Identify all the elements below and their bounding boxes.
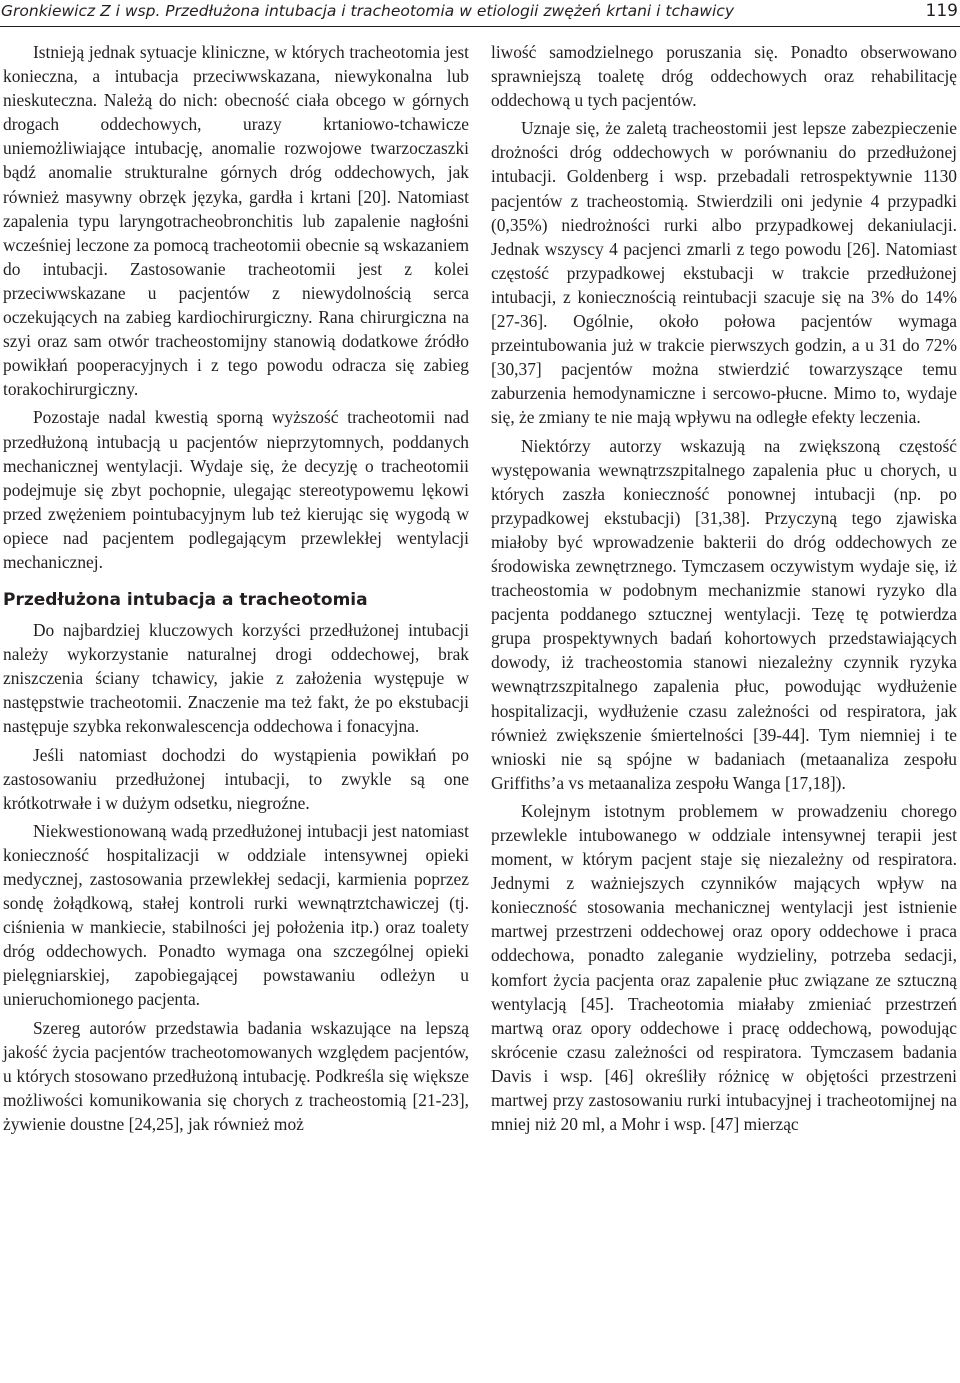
- paragraph: Istnieją jednak sytuacje kliniczne, w których tracheotomia jest konieczna, a intubacja przeciwwskazana, niewykonalna lub nieskuteczna. Należą do nich: obecność ciała obcego w górnych drogach oddechowych, urazy krtaniowo-tchawicze uniemożliwiające intubację, anomalie rozwojowe twarzoczaszki bądź anomalie strukturalne górnych dróg oddechowych, jak również masywny obrzęk języka, gardła i krtani [20]. Natomiast zapalenia typu laryngotracheobronchitis lub zapalenie nagłośni wcześniej leczone za pomocą tracheotomii obecnie są wskazaniem do intubacji. Zastosowanie tracheotomii jest z kolei przeciwwskazane u pacjentów z niewydolnością serca oczekujących na zabieg kardiochirurgiczny. Rana chirurgiczna na szyi oraz sam otwór tracheostomijny stanowią dodatkowe źródło powikłań pooperacyjnych i z tego powodu odracza się zabieg torakochirurgiczny.: [3, 42, 469, 400]
- running-header: [0, 0, 960, 28]
- section-heading: Przedłużona intubacja a tracheotomia: [3, 590, 368, 611]
- paragraph: Do najbardziej kluczowych korzyści przedłużonej intubacji należy wykorzystanie naturalnej drogi oddechowej, brak zniszczenia ściany tchawicy, jakie z założenia występuje w następstwie tracheotomii. Znaczenie ma też fakt, że po ekstubacji następuje szybka rekonwalescencja oddechowa i fonacyjna.: [3, 620, 469, 737]
- paragraph: Niektórzy autorzy wskazują na zwiększoną częstość występowania wewnątrzszpitalnego zapalenia płuc u chorych, u których zaszła konieczność ponownej intubacji (np. po przypadkowej ekstubacji) [31,38]. Przyczyną tego zjawiska miałoby być wprowadzenie bakterii do dróg oddechowych ze środowiska zewnętrznego. Tymczasem oczywistym wydaje się, iż tracheostomia w podobnym mechanizmie stanowi ryzyko dla pacjenta poddanego sztucznej wentylacji. Tezę tę potwierdza grupa prospektywnych badań kohortowych przedstawiających dowody, iż tracheostomia stanowi niezależny czynnik ryzyka wewnątrzszpitalnego zapalenia płuc, powodując wydłużenie hospitalizacji, wydłużenie czasu zależności od respiratora, jak również zwiększenie śmiertelności [39-44]. Tym niemniej i te wnioski nie są spójne w badaniach (metaanaliza zespołu Griffiths’a vs metaanaliza zespołu Wanga [17,18]).: [491, 435, 957, 793]
- page-number: 119: [925, 1, 958, 21]
- paragraph: Szereg autorów przedstawia badania wskazujące na lepszą jakość życia pacjentów tracheotomowanych względem pacjentów, u których stosowano przedłużoną intubację. Podkreśla się większe możliwości komunikowania się chorych z tracheostomią [21-23], żywienie doustne [24,25], jak również moż: [3, 1017, 469, 1134]
- header-rule: [0, 26, 960, 27]
- running-title: Gronkiewicz Z i wsp. Przedłużona intubacja i tracheotomia w etiologii zwężeń krtani i tchawicy: [1, 2, 734, 20]
- paragraph: Uznaje się, że zaletą tracheostomii jest lepsze zabezpieczenie drożności dróg oddechowych w porównaniu do przedłużonej intubacji. Goldenberg i wsp. przebadali retrospektywnie 1130 pacjentów z tracheostomią. Stwierdzili oni jedynie 4 przypadki (0,35%) niedrożności rurki albo przypadkowej dekaniulacji. Jednak wszyscy 4 pacjenci zmarli z tego powodu [26]. Natomiast częstość przypadkowej ekstubacji w trakcie przedłużonej intubacji, z koniecznością reintubacji szacuje się na 3% do 14% [27-36]. Ogólnie, około połowa pacjentów wymaga przeintubowania już w trakcie pierwszych godzin, a u 31 do 72% [30,37] pacjentów można stwierdzić towarzyszące temu zaburzenia hemodynamiczne i sercowo-płucne. Mimo to, wydaje się, że zmiany te nie mają wpływu na odległe efekty leczenia.: [491, 118, 957, 428]
- paragraph: Pozostaje nadal kwestią sporną wyższość tracheotomii nad przedłużoną intubacją u pacjentów nieprzytomnych, poddanych mechanicznej wentylacji. Wydaje się, że decyzję o tracheotomii podejmuje się zbyt pochopnie, ulegając stereotypowemu lękowi przed zwężeniem pointubacyjnym lub też kierując się wygodą w opiece nad pacjentem podlegającym przewlekłej wentylacji mechanicznej.: [3, 407, 469, 572]
- right-column: [491, 40, 957, 1136]
- paragraph: Jeśli natomiast dochodzi do wystąpienia powikłań po zastosowaniu przedłużonej intubacji, to zwykle są one krótkotrwałe i w dużym odsetku, niegroźne.: [3, 744, 469, 813]
- left-column: [3, 40, 469, 1136]
- paragraph: Kolejnym istotnym problemem w prowadzeniu chorego przewlekle intubowanego w oddziale intensywnej terapii jest moment, w którym pacjent staje się niezależny od respiratora. Jednymi z ważniejszych czynników mających wpływ na konieczność stosowania mechanicznej wentylacji jest istnienie martwej przestrzeni oddechowej oraz opory oddechowe i praca oddechowa, ponadto zaleganie wydzieliny, potrzeba sedacji, komfort życia pacjenta oraz zapalenie płuc związane ze sztuczną wentylacją [45]. Tracheotomia miałaby zmieniać przestrzeń martwą oraz opory oddechowe i pracę oddechową, powodując skrócenie czasu zależności od respiratora. Tymczasem badania Davis i wsp. [46] określiły różnicę w objętości przestrzeni martwej przy zastosowaniu rurki intubacyjnej i tracheotomijnej na mniej niż 20 ml, a Mohr i wsp. [47] mierząc: [491, 800, 957, 1135]
- paragraph: Niekwestionowaną wadą przedłużonej intubacji jest natomiast konieczność hospitalizacji w oddziale intensywnej opieki medycznej, zastosowania przewlekłej sedacji, karmienia poprzez sondę żołądkową, stałej kontroli rurki wewnątrztchawiczej (tj. ciśnienia w mankiecie, stabilności jej położenia itp.) oraz toalety dróg oddechowych. Ponadto wymaga ona szczególnej opieki pielęgniarskiej, zapobiegającej powstawaniu odleżyn u unieruchomionego pacjenta.: [3, 820, 469, 1010]
- paragraph: liwość samodzielnego poruszania się. Ponadto obserwowano sprawniejszą toaletę dróg oddechowych oraz rehabilitację oddechową u tych pacjentów.: [491, 42, 957, 111]
